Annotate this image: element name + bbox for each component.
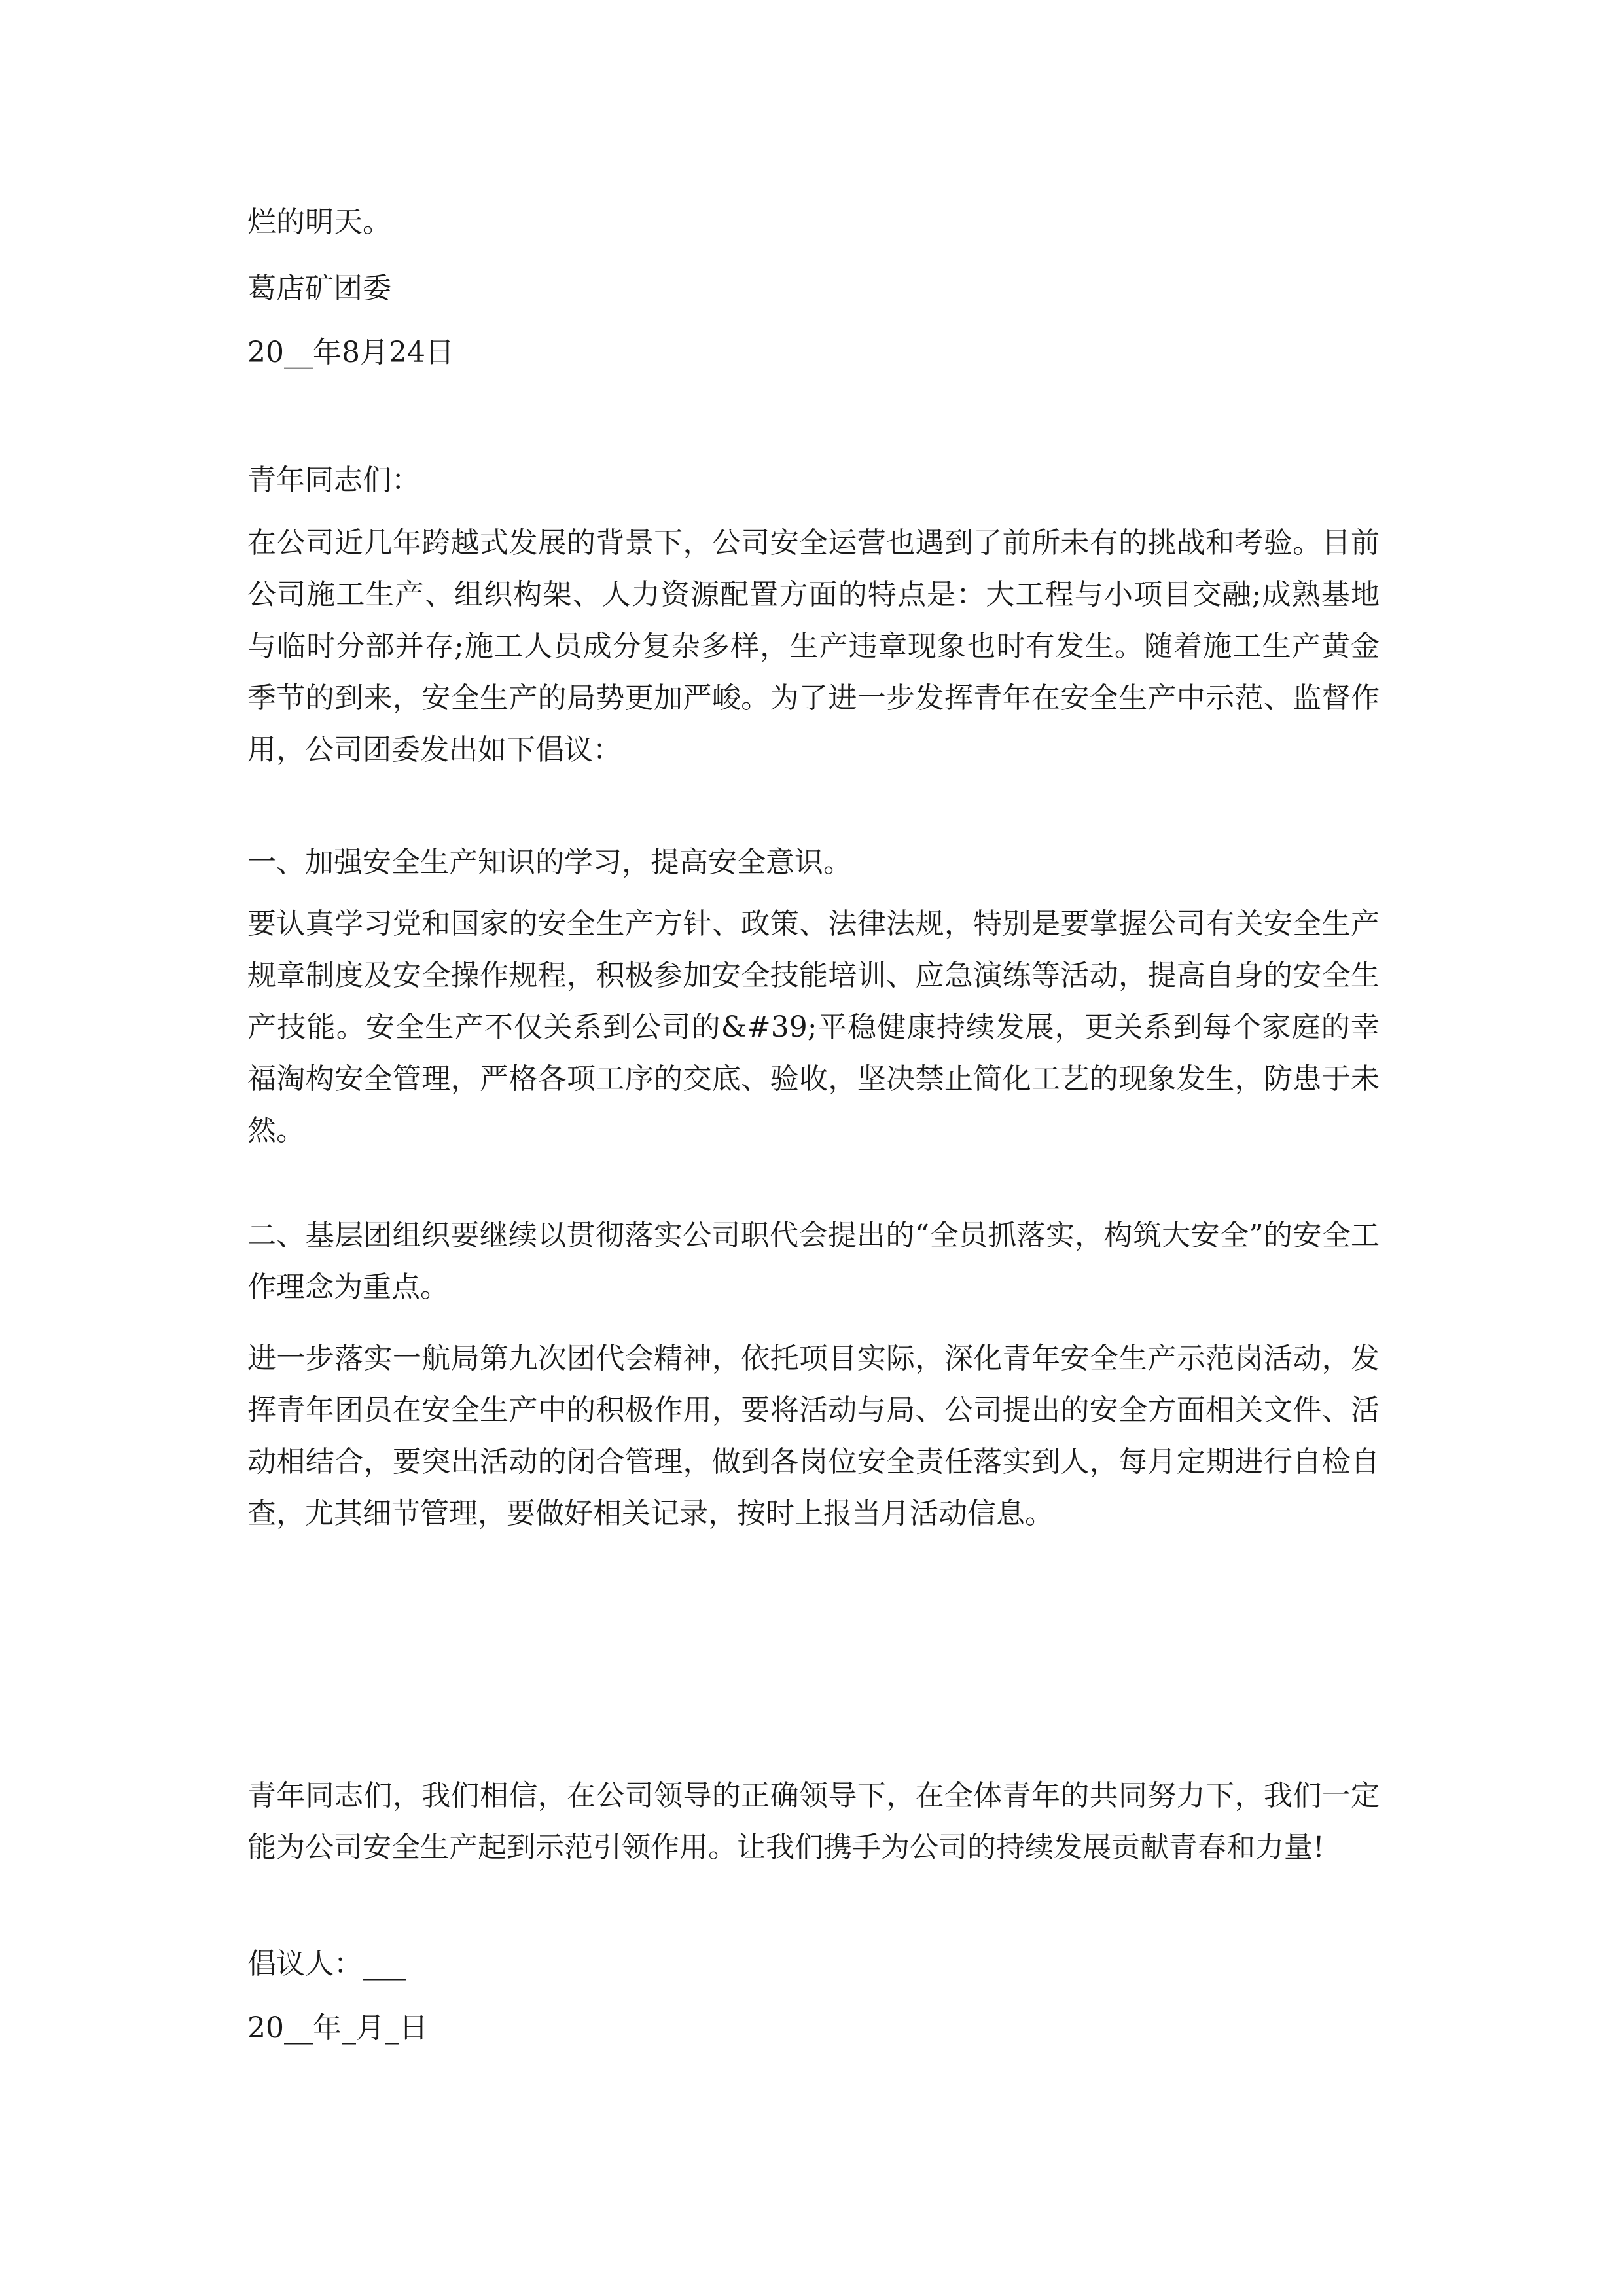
- point-2-body: 进一步落实一航局第九次团代会精神，依托项目实际，深化青年安全生产示范岗活动，发挥青年团员在安全生产中的积极作用，要将活动与局、公司提出的安全方面相关文件、活动相结合，要突出活动的闭合管理，做到各岗位安全责任落实到人，每月定期进行自检自查，尤其细节管理，要做好相关记录，按时上报当月活动信息。: [247, 1342, 1380, 1530]
- closing-paragraph: 青年同志们，我们相信，在公司领导的正确领导下，在全体青年的共同努力下，我们一定能为公司安全生产起到示范引领作用。让我们携手为公司的持续发展贡献青春和力量!: [247, 1779, 1380, 1864]
- previous-letter-date: 20__年8月24日: [247, 336, 454, 369]
- point-1-heading: 一、加强安全生产知识的学习，提高安全意识。: [247, 846, 852, 879]
- signer-line: 倡议人：___: [247, 1947, 406, 1981]
- intro-paragraph: 在公司近几年跨越式发展的背景下，公司安全运营也遇到了前所未有的挑战和考验。目前公司施工生产、组织构架、人力资源配置方面的特点是：大工程与小项目交融;成熟基地与临时分部并存;施工人员成分复杂多样，生产违章现象也时有发生。随着施工生产黄金季节的到来，安全生产的局势更加严峻。为了进一步发挥青年在安全生产中示范、监督作用，公司团委发出如下倡议：: [247, 526, 1380, 766]
- proposal-date: 20__年_月_日: [247, 2011, 428, 2045]
- salutation: 青年同志们：: [247, 463, 420, 497]
- point-1-body: 要认真学习党和国家的安全生产方针、政策、法律法规，特别是要掌握公司有关安全生产规章制度及安全操作规程，积极参加安全技能培训、应急演练等活动，提高自身的安全生产技能。安全生产不仅关系到公司的&#39;平稳健康持续发展，更关系到每个家庭的幸福淘构安全管理，严格各项工序的交底、验收，坚决禁止简化工艺的现象发生，防患于未然。: [247, 907, 1380, 1147]
- point-2-heading: 二、基层团组织要继续以贯彻落实公司职代会提出的“全员抓落实，构筑大安全”的安全工作理念为重点。: [247, 1219, 1380, 1304]
- previous-letter-closing-line: 烂的明天。: [247, 206, 391, 239]
- previous-letter-signature: 葛店矿团委: [247, 272, 391, 305]
